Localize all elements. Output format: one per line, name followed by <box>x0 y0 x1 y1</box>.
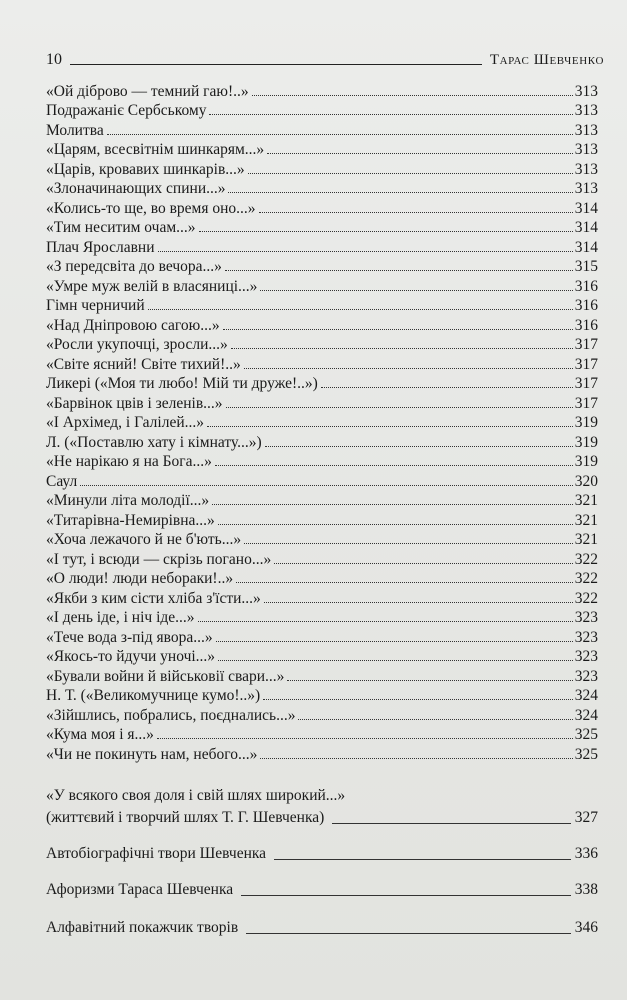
dot-leader <box>157 738 573 739</box>
dot-leader <box>264 602 573 603</box>
dot-leader <box>216 641 573 642</box>
dot-leader <box>158 251 573 252</box>
toc-entry-page: 319 <box>574 433 598 451</box>
toc-entry <box>46 373 598 393</box>
toc-entry <box>46 295 598 315</box>
toc-entry <box>46 529 598 549</box>
toc-entry <box>46 119 598 139</box>
dot-leader <box>263 699 573 700</box>
toc-entry-page: 317 <box>574 336 598 353</box>
toc-entry-page: 319 <box>574 414 598 431</box>
section-title: Афоризми Тараса Шевченка <box>46 881 234 898</box>
section-row <box>46 878 598 900</box>
toc-entry <box>46 724 598 744</box>
toc-entry-page: 323 <box>574 648 598 665</box>
dot-leader <box>231 348 573 349</box>
toc-entry-page: 322 <box>574 550 598 568</box>
toc-section-aphorisms <box>46 878 598 900</box>
toc-entry-title: «Над Дніпровою сагою...» <box>46 316 220 334</box>
toc-entry-page: 323 <box>574 667 598 685</box>
toc-entry-title: «З передсвіта до вечора...» <box>46 258 222 275</box>
dot-leader <box>199 231 573 232</box>
dot-leader <box>244 368 573 369</box>
toc-entry <box>46 685 598 705</box>
leader-line <box>246 933 571 934</box>
dot-leader <box>107 134 573 135</box>
section-page-number: 327 <box>574 809 598 826</box>
toc-entry-title: Ликері («Моя ти любо! Мій ти друже!..») <box>46 375 318 392</box>
toc-entry-title: «Тим неситим очам...» <box>46 219 196 236</box>
dot-leader <box>198 621 573 622</box>
leader-line <box>274 859 571 860</box>
toc-entry <box>46 646 598 666</box>
toc-entry <box>46 314 598 334</box>
toc-entry-title: «Ой діброво — темний гаю!..» <box>46 82 249 100</box>
toc-entry-title: «Бували войни й військовії свари...» <box>46 667 285 685</box>
toc-entry <box>46 178 598 198</box>
dot-leader <box>252 95 573 96</box>
dot-leader <box>80 485 573 486</box>
toc-entry-title: Гімн черничий <box>46 297 145 314</box>
toc-entry-page: 317 <box>574 355 598 373</box>
toc-entry-page: 321 <box>574 531 598 548</box>
toc-entry-page: 323 <box>574 609 598 626</box>
toc-entry <box>46 392 598 412</box>
section-title-line: «У всякого своя доля і свій шлях широкий...» <box>46 787 346 804</box>
dot-leader <box>223 329 573 330</box>
toc-entry-title: «І Архімед, і Галілей...» <box>46 414 205 431</box>
header-rule <box>70 64 482 65</box>
toc-entry <box>46 665 598 685</box>
dot-leader <box>287 680 572 681</box>
toc-entry-page: 321 <box>574 511 598 529</box>
toc-entry-page: 316 <box>574 297 598 314</box>
toc-entry-page: 323 <box>574 628 598 646</box>
toc-entry-page: 315 <box>574 258 598 275</box>
toc-entry-title: «Барвінок цвів і зеленів...» <box>46 394 223 412</box>
toc-entry-title: «Чи не покинуть нам, небого...» <box>46 745 258 763</box>
dot-leader <box>267 153 573 154</box>
toc-entry-title: «Умре муж велій в власяниці...» <box>46 277 258 295</box>
toc-section-biography <box>46 786 598 828</box>
toc-entry <box>46 490 598 510</box>
dot-leader <box>225 270 573 271</box>
toc-entry-page: 324 <box>574 687 598 704</box>
toc-entry <box>46 412 598 432</box>
toc-entry <box>46 626 598 646</box>
toc-entry-title: «Зійшлись, побрались, поєднались...» <box>46 706 296 724</box>
toc-entry-title: Подражаніє Сербському <box>46 102 207 119</box>
toc-entry <box>46 607 598 627</box>
toc-entry <box>46 139 598 159</box>
toc-entry-title: «Якось-то йдучи уночі...» <box>46 648 216 665</box>
toc-entry-page: 313 <box>574 180 598 197</box>
toc-entry-title: «Минули літа молодії...» <box>46 492 210 509</box>
toc-entry-title: Н. Т. («Великомучнице кумо!..») <box>46 687 261 704</box>
toc-entry-page: 313 <box>574 102 598 119</box>
section-row <box>46 806 598 828</box>
toc-entry-title: «Злоначинающих спини...» <box>46 180 226 197</box>
toc-entry <box>46 431 598 451</box>
toc-entry-page: 322 <box>574 570 598 587</box>
dot-leader <box>244 543 573 544</box>
toc-entry-title: «Тече вода з-під явора...» <box>46 628 213 646</box>
dot-leader <box>148 309 573 310</box>
dot-leader <box>207 426 573 427</box>
toc-entry <box>46 100 598 120</box>
dot-leader <box>236 582 573 583</box>
toc-entry <box>46 704 598 724</box>
toc-entry-page: 313 <box>574 160 598 178</box>
toc-entry-page: 322 <box>574 589 598 607</box>
toc-entry <box>46 334 598 354</box>
dot-leader <box>321 387 573 388</box>
dot-leader <box>209 114 572 115</box>
toc-entry <box>46 568 598 588</box>
toc-entry-title: Л. («Поставлю хату і кімнату...») <box>46 433 262 451</box>
toc-entry-title: «Колись-то ще, во время оно...» <box>46 199 256 217</box>
toc-entry-title: «Царів, кровавих шинкарів...» <box>46 160 245 178</box>
toc-entry <box>46 509 598 529</box>
toc-entry-page: 319 <box>574 453 598 470</box>
toc-entry <box>46 236 598 256</box>
toc-entry-title: «Титарівна-Немирівна...» <box>46 511 215 529</box>
toc-entry-title: «Не нарікаю я на Бога...» <box>46 453 212 470</box>
toc-entry-page: 313 <box>574 121 598 139</box>
toc-entry <box>46 743 598 763</box>
toc-entry <box>46 353 598 373</box>
toc-entry-page: 321 <box>574 492 598 509</box>
leader-line <box>332 823 570 824</box>
toc-entry-title: «Росли укупочці, зросли...» <box>46 336 228 353</box>
section-subtitle: (життєвий і творчий шлях Т. Г. Шевченка) <box>46 809 325 826</box>
toc-entry-title: «Світе ясний! Світе тихий!..» <box>46 355 241 373</box>
dot-leader <box>215 465 573 466</box>
toc-entry-page: 314 <box>574 219 598 236</box>
toc-entry <box>46 470 598 490</box>
toc-entry-page: 313 <box>574 82 598 100</box>
dot-leader <box>228 192 572 193</box>
toc-entry-title: «І день іде, і ніч іде...» <box>46 609 195 626</box>
toc-entry <box>46 158 598 178</box>
toc-section-index <box>46 916 598 938</box>
toc-entry-page: 317 <box>574 394 598 412</box>
toc-entry-page: 325 <box>574 745 598 763</box>
toc-entry <box>46 548 598 568</box>
section-title: Алфавітний покажчик творів <box>46 919 239 936</box>
section-row <box>46 916 598 938</box>
leader-line <box>241 895 571 896</box>
section-row <box>46 842 598 864</box>
running-title: Тарас Шевченко <box>489 52 604 68</box>
toc-entry <box>46 275 598 295</box>
toc-entry-title: «Якби з ким сісти хліба з'їсти...» <box>46 589 261 607</box>
page-number: 10 <box>46 51 62 68</box>
section-page-number: 338 <box>574 881 598 898</box>
dot-leader <box>298 719 572 720</box>
toc-entry-page: 324 <box>574 706 598 724</box>
dot-leader <box>248 173 573 174</box>
toc-entry-title: «О люди! люди небораки!..» <box>46 570 234 587</box>
toc-entry-page: 316 <box>574 316 598 334</box>
toc-entry-title: «Царям, всесвітнім шинкарям...» <box>46 141 265 158</box>
page-header <box>46 46 604 68</box>
toc-entry-page: 317 <box>574 375 598 392</box>
dot-leader <box>274 563 573 564</box>
toc-entry-title: Молитва <box>46 121 104 139</box>
dot-leader <box>260 290 572 291</box>
toc-entry-page: 313 <box>574 141 598 158</box>
dot-leader <box>218 660 573 661</box>
toc-entry-page: 314 <box>574 199 598 217</box>
toc-entry <box>46 217 598 237</box>
section-page-number: 336 <box>574 845 598 862</box>
dot-leader <box>226 407 573 408</box>
toc-entry <box>46 80 598 100</box>
section-title: Автобіографічні твори Шевченка <box>46 845 267 862</box>
table-of-contents <box>46 80 598 763</box>
dot-leader <box>265 446 573 447</box>
dot-leader <box>212 504 573 505</box>
dot-leader <box>259 212 573 213</box>
toc-entry-page: 320 <box>574 472 598 490</box>
dot-leader <box>218 524 573 525</box>
toc-entry <box>46 197 598 217</box>
section-page-number: 346 <box>574 919 598 936</box>
toc-entry <box>46 587 598 607</box>
toc-entry <box>46 451 598 471</box>
toc-entry-title: Саул <box>46 472 78 490</box>
toc-entry-title: Плач Ярославни <box>46 238 155 256</box>
toc-entry <box>46 256 598 276</box>
toc-entry-title: «Кума моя і я...» <box>46 726 154 743</box>
dot-leader <box>260 758 572 759</box>
toc-entry-title: «І тут, і всюди — скрізь погано...» <box>46 550 272 568</box>
toc-entry-page: 325 <box>574 726 598 743</box>
toc-entry-page: 314 <box>574 238 598 256</box>
toc-section-autobiographical <box>46 842 598 864</box>
toc-entry-page: 316 <box>574 277 598 295</box>
toc-entry-title: «Хоча лежачого й не б'ють...» <box>46 531 242 548</box>
